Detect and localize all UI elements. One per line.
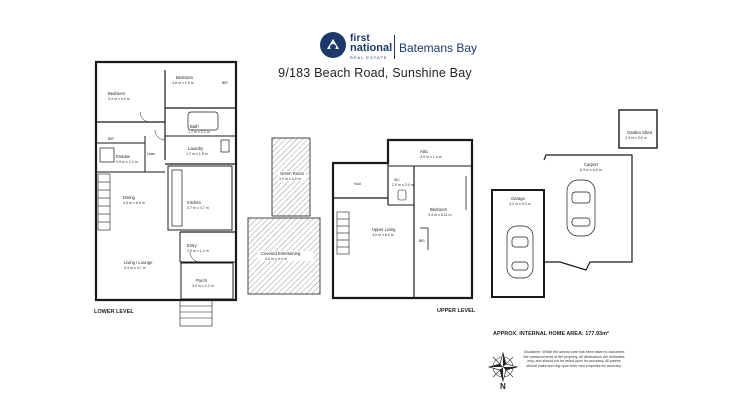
- lower-living-dim: 5.3 m x 4.7 m: [124, 266, 146, 270]
- brand-subtitle: REAL ESTATE: [350, 55, 388, 60]
- brand-name-line1: first: [350, 33, 370, 44]
- lower-kitchen-label: Kitchen: [187, 200, 201, 205]
- lower-entry-dim: 2.9 m x 1.2 m: [187, 249, 209, 253]
- property-address: 9/183 Beach Road, Sunshine Bay: [278, 66, 472, 80]
- garage-dim: 3.2 m x 5.4 m: [509, 202, 531, 206]
- upper-attic-dim: 4.9 m x 1.4 m: [420, 155, 442, 159]
- lower-kitchen-dim: 3.7 m x 4.7 m: [187, 206, 209, 210]
- garden-shed-label: Garden Shed: [627, 130, 652, 135]
- garage-label: Garage: [511, 196, 525, 201]
- lower-level-plan: [96, 62, 236, 326]
- lower-entry-label: Entry: [187, 243, 197, 248]
- covered-entertaining-dim: 4.0 m x 4.4 m: [265, 257, 287, 261]
- lower-bath-label: Bath: [190, 124, 199, 129]
- green-room-dim: 3.0 m x 4.8 m: [279, 177, 301, 181]
- lower-bir2-label: BIR: [222, 81, 228, 85]
- green-room-label: Green Room: [280, 171, 304, 176]
- upper-attic-label: Attic: [420, 149, 429, 154]
- garage-car-icon: [507, 226, 533, 278]
- carport-car-icon: [567, 180, 595, 236]
- brand-name-line2: national: [350, 42, 393, 54]
- garage-labels: [509, 130, 653, 206]
- upper-bedroom-dim: 3.4 m x 8.11 m: [428, 213, 452, 217]
- lower-dining-dim: 4.5 m x 5.8 m: [123, 201, 145, 205]
- lower-bedroom2-label: Bedroom: [176, 75, 193, 80]
- lower-bedroom1-dim: 3.3 m x 4.0 m: [108, 97, 130, 101]
- lower-porch-dim: 3.0 m x 2.2 m: [192, 284, 214, 288]
- lower-level-labels: [94, 75, 228, 315]
- upper-bedroom-label: Bedroom: [430, 207, 447, 212]
- upper-void-label: Void: [354, 182, 361, 186]
- lower-dining-label: Dining: [123, 195, 135, 200]
- upper-wc-dim: 2.0 m x 2.0 m: [392, 183, 414, 187]
- upper-wc-label: WC: [394, 178, 400, 182]
- office-name: Batemans Bay: [399, 41, 478, 55]
- disclaimer-text: Disclaimer: Whilst the utmost care has been taken to document the measurements of the property, all dimensions are estimates only, and should not be relied upon for accuracy. All parties should make and rely upon their own enquiries for accuracy.: [523, 350, 625, 368]
- garden-shed-dim: 2.4 m x 3.0 m: [625, 136, 647, 140]
- upper-level-title: UPPER LEVEL: [437, 308, 476, 314]
- lower-ensuite-dim: 0.9 m x 2.1 m: [116, 160, 138, 164]
- lower-laundry-label: Laundry: [188, 146, 204, 151]
- carport-dim: 6.3 m x 6.5 m: [580, 168, 602, 172]
- lower-bir1-label: BIR: [108, 137, 114, 141]
- lower-bedroom2-dim: 4.8 m x 2.9 m: [172, 81, 194, 85]
- upper-living-dim: 4.0 m x 8.0 m: [372, 233, 394, 237]
- covered-entertaining-label: Covered Entertaining: [261, 251, 301, 256]
- lower-living-label: Living / Lounge: [124, 260, 153, 265]
- lower-bedroom1-label: Bedroom: [108, 91, 125, 96]
- lower-linen-label: Linen: [147, 152, 156, 156]
- lower-porch-label: Porch: [196, 278, 207, 283]
- carport-label: Carport: [584, 162, 598, 167]
- lower-ensuite-label: Ensuite: [116, 154, 130, 159]
- upper-living-label: Upper Living: [372, 227, 396, 232]
- compass-north-label: N: [500, 382, 506, 391]
- lower-laundry-dim: 1.7 m x 1.5 m: [186, 152, 208, 156]
- upper-level-labels: [354, 149, 476, 314]
- lower-level-title: LOWER LEVEL: [94, 309, 134, 315]
- upper-level-plan: [333, 140, 472, 298]
- compass-icon: [489, 353, 517, 391]
- internal-area: APPROX. INTERNAL HOME AREA: 177.93m²: [493, 331, 609, 337]
- outdoor-areas: [248, 138, 320, 294]
- lower-bath-dim: 1.7 m x 2.1 m: [188, 130, 210, 134]
- upper-bir-label: BIR: [419, 239, 425, 243]
